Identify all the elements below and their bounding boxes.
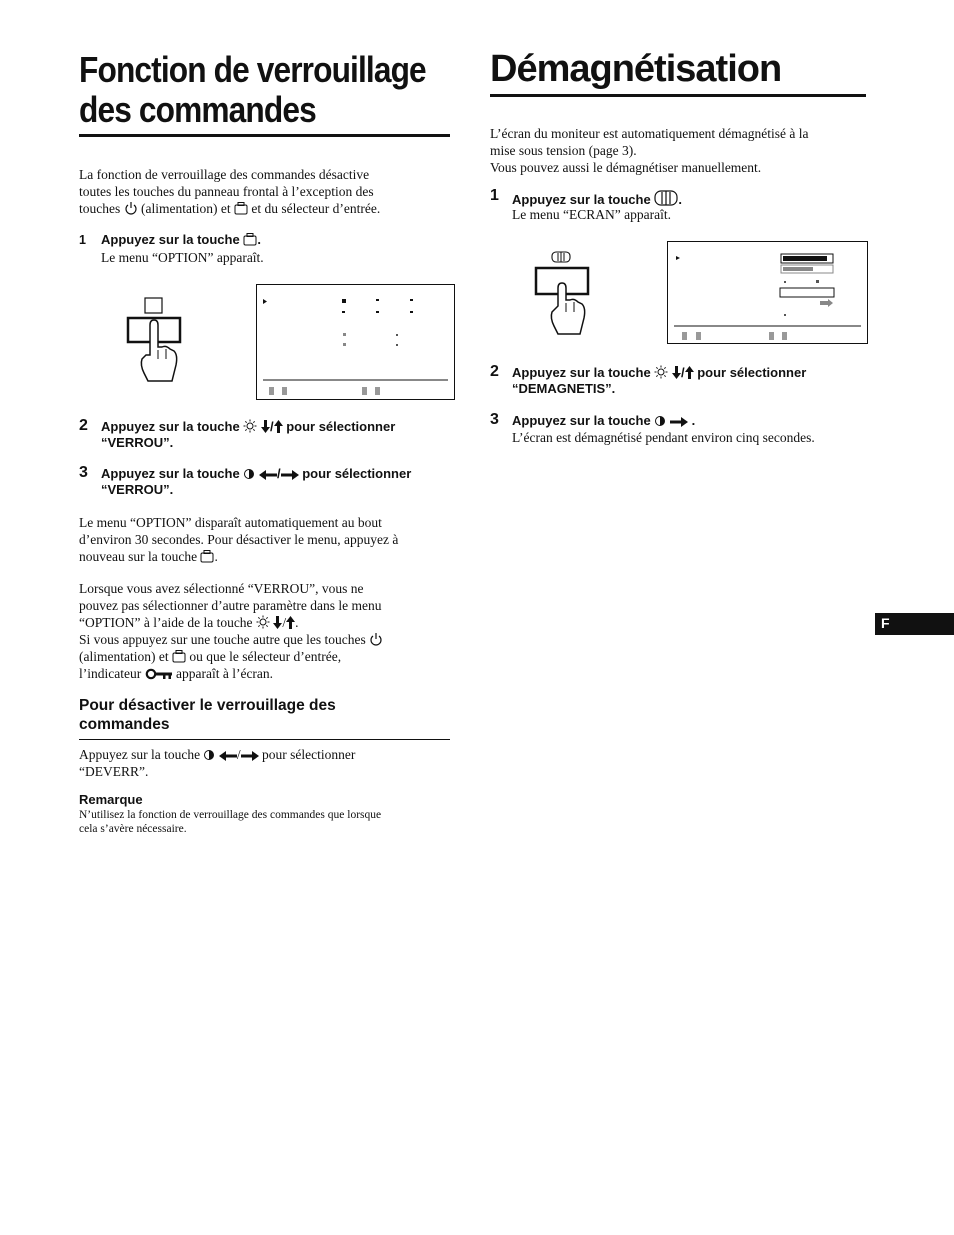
remark-text: N’utilisez la fonction de verrouillage des commandes que lorsque cela s’avère nécessaire.	[79, 809, 382, 835]
remark-title: Remarque	[79, 792, 143, 807]
arrow-down-icon	[672, 366, 681, 379]
right-step3-sub: L’écran est démagnétisé pendant environ cinq secondes.	[512, 430, 815, 445]
subheading-rule	[79, 739, 450, 740]
arrow-down-icon	[273, 616, 282, 629]
input-icon	[234, 201, 248, 215]
input-icon	[200, 549, 214, 563]
option-menu-graphic	[257, 285, 454, 399]
contrast-icon	[203, 749, 215, 761]
key-icon	[145, 668, 173, 680]
power-icon	[124, 201, 138, 215]
input-icon	[243, 232, 257, 246]
arrow-up-icon	[274, 420, 283, 433]
language-tab: F	[875, 613, 954, 635]
screen-menu-icon	[654, 190, 678, 206]
ecran-menu-screen	[667, 241, 868, 344]
left-intro: La fonction de verrouillage des commandes désactive toutes les touches du panneau frontal à l’exception des touches (alimentation) et et du sélecteur d’entrée.	[79, 167, 381, 216]
brightness-icon	[243, 419, 257, 433]
option-menu-screen	[256, 284, 455, 400]
arrow-left-icon	[259, 470, 277, 480]
arrow-left-icon	[219, 751, 237, 761]
contrast-icon	[654, 415, 666, 427]
power-icon	[369, 632, 383, 646]
left-title-line2: des commandes	[79, 89, 316, 130]
left-title-line1: Fonction de verrouillage	[79, 49, 426, 90]
left-para1: Le menu “OPTION” disparaît automatiquement au bout d’environ 30 secondes. Pour désactiver le menu, appuyez à nouveau sur la touche .	[79, 515, 399, 564]
arrow-up-icon	[685, 366, 694, 379]
arrow-right-icon	[281, 470, 299, 480]
right-step1-sub: Le menu “ECRAN” apparaît.	[512, 207, 671, 222]
right-title-rule	[490, 94, 866, 97]
right-step3: 3 Appuyez sur la touche .	[490, 411, 696, 428]
brightness-icon	[256, 615, 270, 629]
left-step3: 3 Appuyez sur la touche / pour sélectionner “VERROU”.	[79, 464, 412, 497]
arrow-down-icon	[261, 420, 270, 433]
left-title-rule	[79, 134, 450, 137]
hand-press-screen-illustration	[530, 248, 600, 340]
unlock-instructions: Appuyez sur la touche / pour sélectionner “DEVERR”.	[79, 747, 356, 779]
left-step1-sub: Le menu “OPTION” apparaît.	[101, 250, 264, 265]
input-icon	[172, 649, 186, 663]
arrow-right-icon	[670, 417, 688, 427]
hand-press-input-illustration	[120, 295, 190, 390]
right-step2: 2 Appuyez sur la touche / pour sélectionner “DEMAGNETIS”.	[490, 363, 807, 396]
right-step1: 1 Appuyez sur la touche .	[490, 187, 682, 207]
brightness-icon	[654, 365, 668, 379]
left-para2: Lorsque vous avez sélectionné “VERROU”, vous ne pouvez pas sélectionner d’autre paramètre dans le menu “OPTION” à l’aide de la touche / . Si vous appuyez sur une touche autre que les touches (alimentation) et ou que le sélecteur d’entrée, l’indicateur apparaît à l’écran.	[79, 581, 382, 681]
left-step2: 2 Appuyez sur la touche / pour sélectionner “VERROU”.	[79, 417, 396, 450]
arrow-up-icon	[286, 616, 295, 629]
right-intro: L’écran du moniteur est automatiquement démagnétisé à la mise sous tension (page 3). Vous pouvez aussi le démagnétiser manuellement.	[490, 126, 809, 175]
unlock-subheading: Pour désactiver le verrouillage des commandes	[79, 697, 336, 733]
contrast-icon	[243, 468, 255, 480]
left-title	[79, 49, 426, 130]
left-step1: 1 Appuyez sur la touche .	[79, 232, 261, 247]
arrow-right-icon	[241, 751, 259, 761]
right-title: Démagnétisation	[490, 48, 782, 90]
ecran-menu-graphic	[668, 242, 867, 343]
